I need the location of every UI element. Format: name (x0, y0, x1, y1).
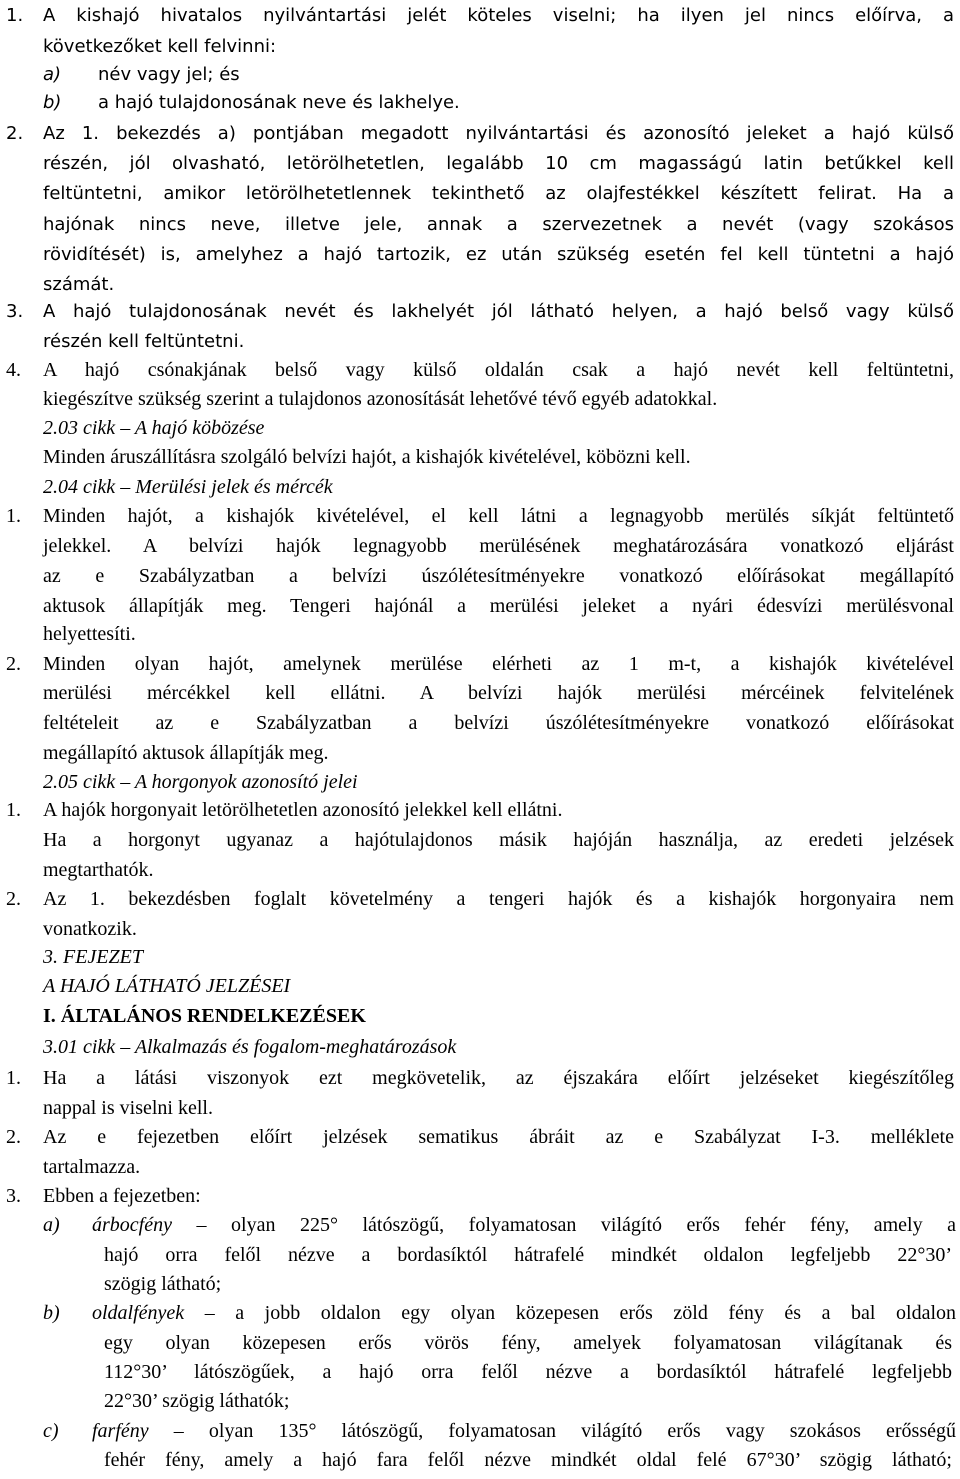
text-line (0, 213, 960, 239)
text-line (0, 63, 960, 89)
text-line (0, 330, 960, 356)
paragraph-number: 1. (6, 5, 24, 26)
defined-term: oldalfények (92, 1302, 185, 1324)
line-text: megtarthatók. (43, 859, 154, 881)
line-text: Minden áruszállításra szolgáló belvízi hajót, a kishajók kivételével, köbözni kell. (43, 446, 691, 468)
paragraph-number: 2. (6, 888, 21, 910)
text-line (0, 594, 960, 620)
list-letter: a) (43, 1214, 60, 1236)
text-line (0, 974, 960, 1000)
line-text: Minden hajót, a kishajók kivételével, el kell látni a legnagyobb merülés síkját feltüntető (43, 505, 954, 527)
text-line (0, 1243, 960, 1269)
text-line (0, 564, 960, 590)
line-text: merülési mércékkel kell ellátni. A belvízi hajók merülési mércéinek felvitelének (43, 682, 954, 704)
text-line (0, 1004, 960, 1030)
line-text: A hajó tulajdonosának nevét és lakhelyét jól látható helyen, a hajó belső vagy külső (43, 301, 954, 322)
line-text: rövidítését) is, amelyhez a hajó tartozik, ez után szükség esetén fel kell tüntetni a hajó (43, 244, 954, 265)
definition-text: – olyan 225° látószögű, folyamatosan világító erős fehér fény, amely a (196, 1214, 957, 1236)
text-line (0, 917, 960, 943)
line-text: részén, jól olvasható, letörölhetetlen, legalább 10 cm magasságú latin betűkkel kell (43, 153, 954, 174)
list-letter: b) (43, 1302, 60, 1324)
line-text: vonatkozik. (43, 918, 137, 940)
line-text: részén kell feltüntetni. (43, 331, 245, 352)
text-line (0, 504, 960, 530)
line-text: nappal is viselni kell. (43, 1097, 213, 1119)
line-text: egy olyan közepesen erős vörös fény, amelyek folyamatosan világítanak és (104, 1332, 952, 1354)
text-line (0, 770, 960, 796)
text-line (0, 681, 960, 707)
text-line (0, 1125, 960, 1151)
line-text: 22°30’ szögig láthatók; (104, 1390, 290, 1412)
text-line (0, 1419, 960, 1445)
line-text: 3.01 cikk – Alkalmazás és fogalom-meghatározások (43, 1036, 457, 1058)
text-line (0, 828, 960, 854)
definition-text: – olyan 135° látószögű, folyamatosan világító erős vagy szokásos erősségű (173, 1420, 957, 1442)
paragraph-number: 3. (6, 1185, 21, 1207)
line-text: 2.05 cikk – A horgonyok azonosító jelei (43, 771, 358, 793)
text-line (0, 622, 960, 648)
text-line (0, 711, 960, 737)
definition-line (92, 1213, 956, 1237)
line-text: megállapító aktusok állapítják meg. (43, 742, 329, 764)
paragraph-number: 1. (6, 1067, 21, 1089)
line-text: fehér fény, amely a hajó fara felől nézve mindkét oldal felé 67°30’ szögig látható; (104, 1449, 952, 1471)
line-text: hajó orra felől nézve a bordasíktól hátrafelé mindkét oldalon legfeljebb 22°30’ (104, 1244, 952, 1266)
line-text: helyettesíti. (43, 623, 136, 645)
paragraph-number: 2. (6, 1126, 21, 1148)
text-line (0, 300, 960, 326)
text-line (0, 1448, 960, 1474)
line-text: Ha a látási viszonyok ezt megkövetelik, az éjszakára előírt jelzéseket kiegészítőleg (43, 1067, 954, 1089)
line-text: a hajó tulajdonosának neve és lakhelye. (98, 92, 460, 113)
text-line (0, 358, 960, 384)
text-line (0, 1035, 960, 1061)
line-text: I. ÁLTALÁNOS RENDELKEZÉSEK (43, 1005, 366, 1027)
text-line (0, 1389, 960, 1415)
paragraph-number: 4. (6, 359, 21, 381)
text-line (0, 798, 960, 824)
definition-line (92, 1419, 956, 1443)
text-line (0, 122, 960, 148)
line-text: Ha a horgonyt ugyanaz a hajótulajdonos másik hajóján használja, az eredeti jelzések (43, 829, 954, 851)
paragraph-number: 2. (6, 123, 24, 144)
list-letter: c) (43, 1420, 59, 1442)
text-line (0, 243, 960, 269)
text-line (0, 1066, 960, 1092)
text-line (0, 887, 960, 913)
line-text: Az 1. bekezdésben foglalt követelmény a tengeri hajók és a kishajók horgonyaira nem (43, 888, 954, 910)
text-line (0, 91, 960, 117)
line-text: kiegészítve szükség szerint a tulajdonos azonosítását lehetővé tévő egyéb adatokkal. (43, 388, 718, 410)
line-text: 2.04 cikk – Merülési jelek és mércék (43, 476, 333, 498)
text-line (0, 945, 960, 971)
text-line (0, 1184, 960, 1210)
defined-term: farfény (92, 1420, 149, 1442)
paragraph-number: 1. (6, 799, 21, 821)
line-text: számát. (43, 274, 115, 295)
text-line (0, 35, 960, 61)
text-line (0, 858, 960, 884)
definition-line (92, 1301, 956, 1325)
text-line (0, 1096, 960, 1122)
line-text: következőket kell felvinni: (43, 36, 277, 57)
line-text: feltüntetni, amikor letörölhetetlennek tekinthető az olajfestékkel készített felirat. Ha a (43, 183, 954, 204)
definition-text: – a jobb oldalon egy olyan közepesen erős zöld fény és a bal oldalon (204, 1302, 957, 1324)
text-line (0, 534, 960, 560)
line-text: tartalmazza. (43, 1156, 141, 1178)
list-letter: a) (43, 64, 62, 85)
line-text: jelekkel. A belvízi hajók legnagyobb merülésének meghatározására vonatkozó eljárást (43, 535, 954, 557)
line-text: Az e fejezetben előírt jelzések sematikus ábráit az e Szabályzat I-3. melléklete (43, 1126, 954, 1148)
text-line (0, 416, 960, 442)
line-text: A hajó csónakjának belső vagy külső oldalán csak a hajó nevét kell feltüntetni, (43, 359, 954, 381)
paragraph-number: 2. (6, 653, 21, 675)
paragraph-number: 1. (6, 505, 21, 527)
line-text: feltételeit az e Szabályzatban a belvízi úszólétesítményekre vonatkozó előírásokat (43, 712, 954, 734)
text-line (0, 387, 960, 413)
text-line (0, 1213, 960, 1239)
line-text: 3. FEJEZET (43, 946, 143, 968)
text-line (0, 445, 960, 471)
line-text: az e Szabályzatban a belvízi úszólétesítményekre vonatkozó előírásokat megállapító (43, 565, 954, 587)
text-line (0, 1301, 960, 1327)
line-text: 112°30’ látószögűek, a hajó orra felől nézve a bordasíktól hátrafelé legfeljebb (104, 1361, 952, 1383)
text-line (0, 1331, 960, 1357)
text-line (0, 652, 960, 678)
text-line (0, 273, 960, 299)
text-line (0, 1360, 960, 1386)
line-text: Minden olyan hajót, amelynek merülése elérheti az 1 m-t, a kishajók kivételével (43, 653, 954, 675)
text-line (0, 152, 960, 178)
line-text: A HAJÓ LÁTHATÓ JELZÉSEI (43, 975, 291, 997)
line-text: Az 1. bekezdés a) pontjában megadott nyilvántartási és azonosító jeleket a hajó külső (43, 123, 954, 144)
text-line (0, 475, 960, 501)
paragraph-number: 3. (6, 301, 24, 322)
line-text: aktusok állapítják meg. Tengeri hajónál a merülési jeleket a nyári édesvízi merülésvonal (43, 595, 954, 617)
text-line (0, 4, 960, 30)
line-text: A kishajó hivatalos nyilvántartási jelét köteles viselni; ha ilyen jel nincs előírva, a (43, 5, 954, 26)
text-line (0, 741, 960, 767)
line-text: A hajók horgonyait letörölhetetlen azonosító jelekkel kell ellátni. (43, 799, 563, 821)
defined-term: árbocfény (92, 1214, 172, 1236)
line-text: Ebben a fejezetben: (43, 1185, 201, 1207)
text-line (0, 182, 960, 208)
text-line (0, 1272, 960, 1298)
line-text: hajónak nincs neve, illetve jele, annak a szervezetnek a nevét (vagy szokásos (43, 214, 954, 235)
line-text: 2.03 cikk – A hajó köbözése (43, 417, 265, 439)
list-letter: b) (43, 92, 62, 113)
line-text: név vagy jel; és (98, 64, 240, 85)
line-text: szögig látható; (104, 1273, 222, 1295)
text-line (0, 1155, 960, 1181)
